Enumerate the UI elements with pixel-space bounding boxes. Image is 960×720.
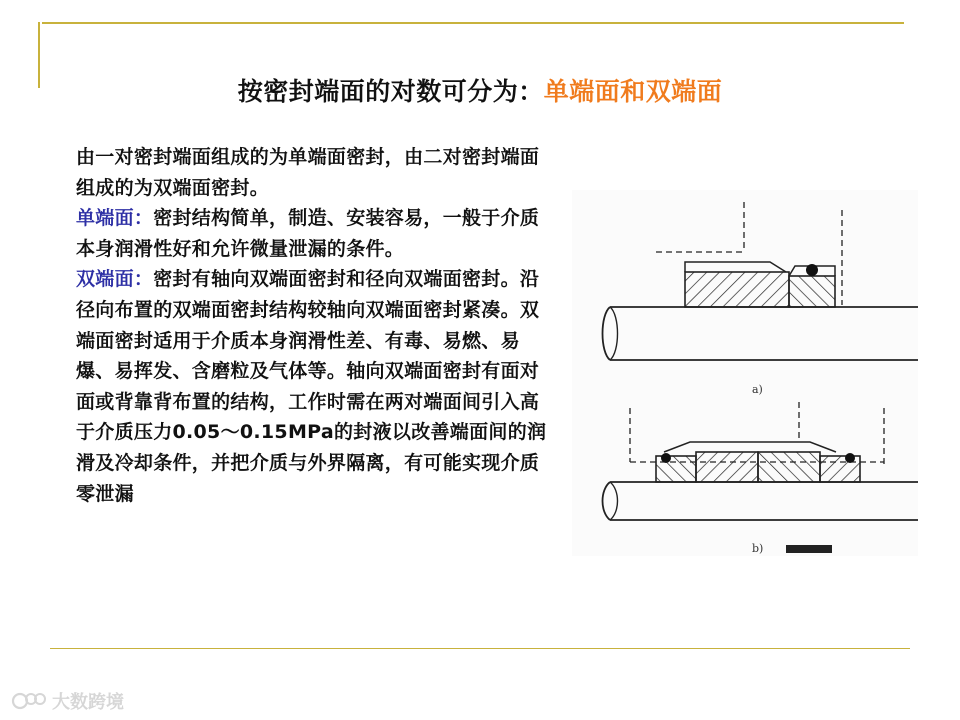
body-text xyxy=(76,142,554,509)
title-main: 按密封端面的对数可分为： xyxy=(237,77,544,106)
frame-bottom-line xyxy=(50,648,910,649)
watermark-text: 大数跨境 xyxy=(52,692,124,713)
double-face-text: 密封有轴向双端面密封和径向双端面密封。沿径向布置的双端面密封结构较轴向双端面密封紧凑。双端面密封适用于介质本身润滑性差、有毒、易燃、易爆、易挥发、含磨粒及气体等。轴向双端面密封有面对面或背靠背布置的结构，工作时需在两对端面间引入高于介质压力0.05～0.15MPa的封液以改善端面间的润滑及冷却条件，并把介质与外界隔离，有可能实现介质零泄漏 xyxy=(76,268,547,505)
seal-diagram xyxy=(572,190,918,556)
title-accent: 单端面和双端面 xyxy=(543,77,723,106)
label-a: a) xyxy=(752,383,763,396)
double-face-paragraph xyxy=(76,264,554,509)
single-face-text: 密封结构简单，制造、安装容易，一般于介质本身润滑性好和允许微量泄漏的条件。 xyxy=(76,207,540,260)
single-face-paragraph xyxy=(76,203,554,264)
slide-title xyxy=(0,72,960,108)
intro-paragraph: 由一对密封端面组成的为单端面密封，由二对密封端面组成的为双端面密封。 xyxy=(76,146,540,199)
label-b: b) xyxy=(752,542,764,555)
watermark xyxy=(10,688,124,714)
frame-top-line xyxy=(42,22,904,24)
single-face-label: 单端面： xyxy=(76,207,154,230)
watermark-logo-icon xyxy=(10,690,48,712)
double-face-label: 双端面： xyxy=(76,268,154,291)
